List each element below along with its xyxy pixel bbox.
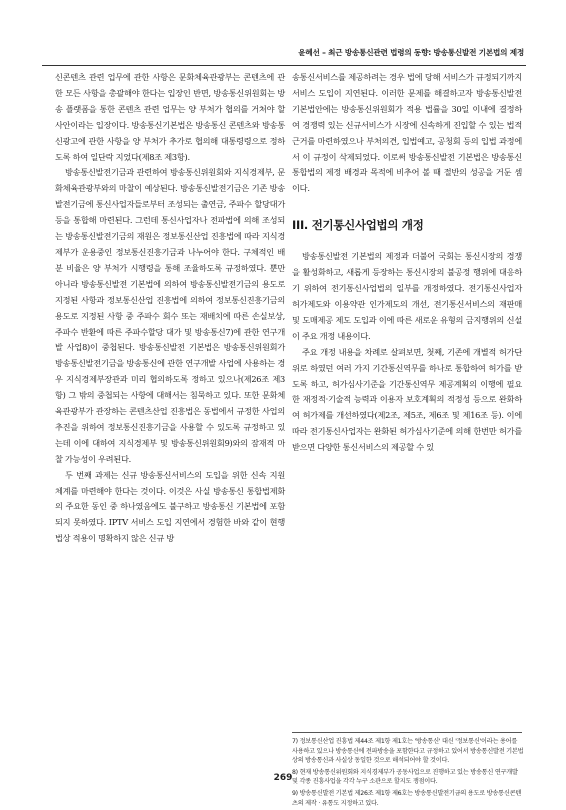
- left-paragraph-3: 두 번째 과제는 신규 방송통신서비스의 도입을 위한 신속 지원 체계를 마련해야 한다는 것이다. 이것은 사실 방송통신 통합법제화의 주요한 동인 중 하나였음에도 불구하고 방송통신 기본법에 포함되지 못하였다. IPTV 서비스 도입 지연에서 경험한 바와 같이 현행법상 적용이 명확하지 않은 신규 방: [55, 469, 285, 544]
- running-header: [0, 44, 566, 64]
- page-number: 269: [273, 773, 293, 783]
- section-heading: III. 전기통신사업법의 개정: [292, 218, 424, 233]
- right-paragraph-3: 주요 개정 내용을 차례로 살펴보면, 첫째, 기존에 개별적 허가단위로 하였던 여러 가지 기간통신역무를 하나로 통합하여 허가를 받도록 하고, 허가심사기준을 기간통신역무 제공계획의 이행에 필요한 재정적·기술적 능력과 이용자 보호계획의 적정성 등으로 완화하여 허가제를 개선하였다(제2조, 제5조, 제6조 및 제16조 등). 이에 따라 전기통신사업자는 완화된 허가심사기준에 의해 한번만 허가를 받으면 다양한 통신서비스의 제공할 수 있: [292, 346, 522, 453]
- left-column: [55, 70, 285, 547]
- footnote-rule: [292, 732, 522, 733]
- right-paragraph-2: 방송통신발전 기본법의 제정과 더불어 국회는 통신시장의 경쟁을 활성화하고, 새롭게 등장하는 통신시장의 불공정 행위에 대응하기 위하여 전기통신사업법의 일부를 개정하였다. 전기통신사업자 허가제도와 이용약관 인가제도의 개선, 전기통신서비스의 재판매 및 도매제공 제도 도입과 이에 따른 새로운 유형의 금지행위의 신설이 주요 개정 내용이다.: [292, 251, 522, 341]
- running-title: 윤혜선 – 최근 방송통신관련 법령의 동향: 방송통신발전 기본법의 제정: [298, 48, 524, 57]
- left-paragraph-1: 신콘텐츠 관련 업무에 관한 사항은 문화체육관광부는 콘텐츠에 관한 모든 사항을 총괄해야 한다는 입장인 반면, 방송통신위원회는 방송 플랫폼을 통한 콘텐츠 관련 업무는 양 부처가 협의를 거쳐야 할 사안이라는 입장이다. 방송통신기본법은 방송통신 콘텐츠와 방송통신광고에 관한 사항을 양 부처가 추가로 협의해 대통령령으로 정하도록 하여 일단락 지었다(제8조 제3항).: [55, 72, 285, 162]
- right-column: [292, 70, 522, 456]
- footnote-9: 9) 방송통신발전 기본법 제26조 제1항 제6호는 방송통신발전기금의 용도로 방송통신콘텐츠의 제작 · 유통도 지정하고 있다.: [292, 789, 522, 807]
- right-paragraph-1: 송통신서비스를 제공하려는 경우 법에 당해 서비스가 규정되기까지 서비스 도입이 지연된다. 이러한 문제를 해결하고자 방송통신발전 기본법안에는 방송통신위원회가 적용 법률을 30일 이내에 결정하여 경쟁력 있는 신규서비스가 시장에 신속하게 진입할 수 있는 법적 근거를 마련하였으나 부처의견, 입법예고, 공청회 등의 입법 과정에서 이 규정이 삭제되었다. 이로써 방송통신발전 기본법은 방송통신 통합법의 제정 배경과 목적에 비추어 볼 때 절반의 성공을 거둔 셈이다.: [292, 72, 522, 194]
- footnote-7: 7) 정보통신산업 진흥법 제44조 제1항 제1호는 '방송통신' 대신 '정보통신'이라는 용어를 사용하고 있으나 방송통신에 전파방송을 포함한다고 규정하고 있어서 방송통신발전 기본법상의 방송통신과 사실상 동일한 것으로 해석되어야 할 것이다.: [292, 738, 524, 765]
- footnote-8: 8) 현재 방송통신위원회와 지식경제부가 공동사업으로 진행하고 있는 방송통신 연구개발 및 각종 진흥사업을 각각 누구 소관으로 할지도 쟁점이다.: [292, 768, 518, 786]
- header-rule: [42, 65, 526, 66]
- left-paragraph-2: 방송통신발전기금과 관련하여 방송통신위원회와 지식경제부, 문화체육관광부와의 마찰이 예상된다. 방송통신발전기금은 기존 방송발전기금에 통신사업자들로부터 조성되는 출연금, 주파수 할당대가 등을 통합해 마련된다. 그런데 통신사업자나 전파법에 의해 조성되는 방송통신발전기금의 재원은 정보통신산업 진흥법에 따라 지식경제부가 운용중인 정보통신진흥기금과 나누어야 한다. 구체적인 배분 비율은 양 부처가 시행령을 통해 조율하도록 규정하였다. 뿐만 아니라 방송통신발전 기본법에 의하여 방송통신발전기금의 용도로 지정된 사항과 정보통신산업 진흥법에 의하여 정보통신진흥기금의 용도로 지정된 사항 중 주파수 회수 또는 재배치에 따른 손실보상, 주파수 반환에 따른 주파수할당 대가 및 방송통신7)에 관한 연구개발 사업8)이 중첩된다. 방송통신발전 기본법은 방송통신위원회가 방송통신발전기금을 방송통신에 관한 연구개발 사업에 사용하는 경우 지식경제부장관과 미리 협의하도록 정하고 있으나(제26조 제3항) 그 밖의 중첩되는 사항에 대해서는 침묵하고 있다. 또한 문화체육관광부가 관장하는 콘텐츠산업 진흥법은 동법에서 규정한 사업의 추진을 위하여 정보통신진흥기금을 사용할 수 있도록 규정하고 있는데 이에 대하여 지식경제부 및 방송통신위원회9)와의 잠재적 마찰 가능성이 우려된다.: [55, 167, 285, 464]
